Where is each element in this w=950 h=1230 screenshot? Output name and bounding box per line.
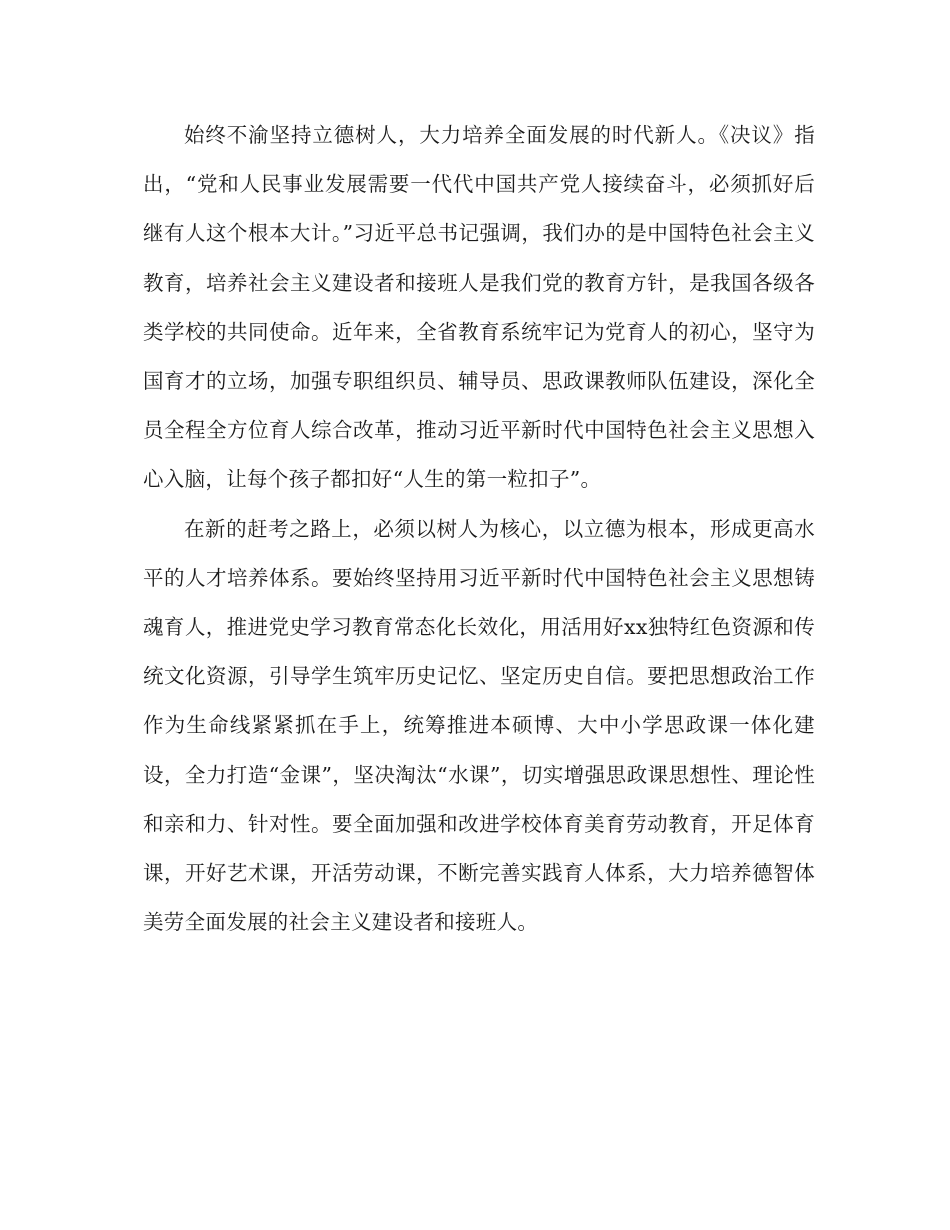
paragraph-2: 在新的赶考之路上，必须以树人为核心，以立德为根本，形成更高水平的人才培养体系。要始终坚持用习近平新时代中国特色社会主义思想铸魂育人，推进党史学习教育常态化长效化，用活用好xx独特红色资源和传统文化资源，引导学生筑牢历史记忆、坚定历史自信。要把思想政治工作作为生命线紧紧抓在手上，统筹推进本硕博、大中小学思政课一体化建设，全力打造“金课”，坚决淘汰“水课”，切实增强思政课思想性、理论性和亲和力、针对性。要全面加强和改进学校体育美育劳动教育，开足体育课，开好艺术课，开活劳动课，不断完善实践育人体系，大力培养德智体美劳全面发展的社会主义建设者和接班人。 — [143, 516, 815, 935]
paragraph-1: 始终不渝坚持立德树人，大力培养全面发展的时代新人。《决议》指出，“党和人民事业发展需要一代代中国共产党人接续奋斗，必须抓好后继有人这个根本大计。”习近平总书记强调，我们办的是中国特色社会主义教育，培养社会主义建设者和接班人是我们党的教育方针，是我国各级各类学校的共同使命。近年来，全省教育系统牢记为党育人的初心，坚守为国育才的立场，加强专职组织员、辅导员、思政课教师队伍建设，深化全员全程全方位育人综合改革，推动习近平新时代中国特色社会主义思想入心入脑，让每个孩子都扣好“人生的第一粒扣子”。 — [143, 123, 815, 492]
document-body — [143, 111, 815, 947]
